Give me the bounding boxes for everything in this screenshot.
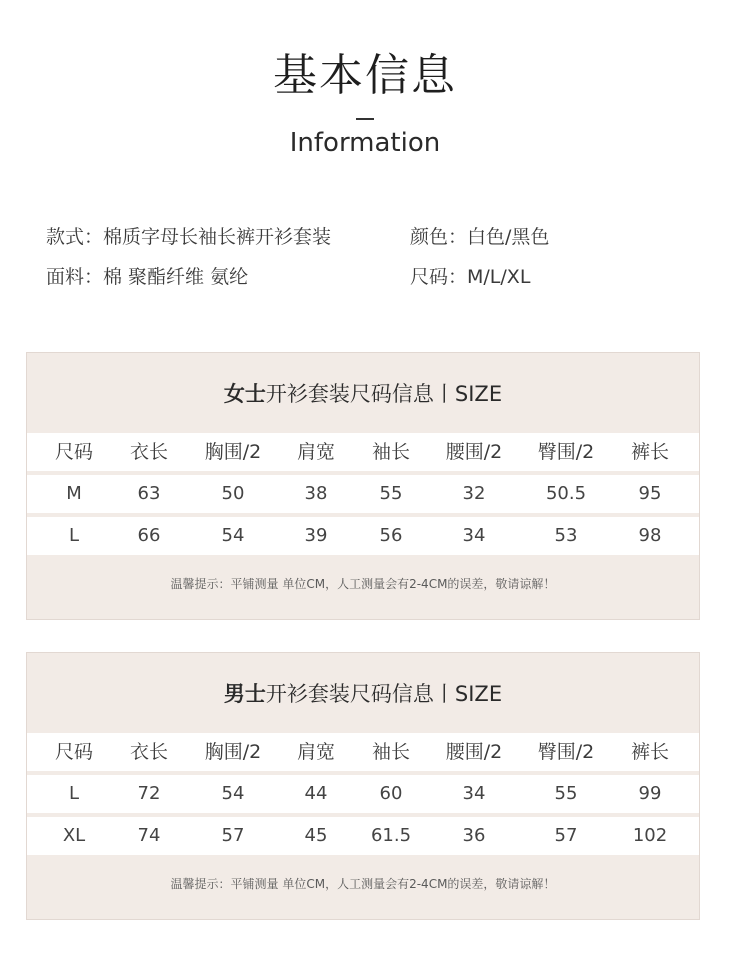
men-title-rest: 开衫套装尺码信息丨SIZE	[265, 682, 503, 706]
table-cell: 61.5	[370, 825, 412, 846]
table-cell: L	[68, 525, 80, 546]
style-info	[46, 224, 331, 250]
table-cell: L	[68, 783, 80, 804]
color-label: 颜色：	[410, 226, 468, 248]
men-size-card	[26, 652, 700, 920]
table-cell: 55	[554, 783, 578, 804]
fabric-label: 面料：	[46, 266, 104, 288]
table-cell: 50.5	[545, 483, 587, 504]
women-size-card	[26, 352, 700, 620]
table-cell: 74	[137, 825, 161, 846]
header-cell-hip: 臀围/2	[537, 741, 595, 763]
size-info	[410, 264, 530, 290]
women-title-rest: 开衫套装尺码信息丨SIZE	[265, 382, 503, 406]
page-title: 基本信息	[273, 50, 457, 101]
table-cell: 54	[221, 783, 245, 804]
table-cell: 99	[638, 783, 662, 804]
header-cell-pants-length: 裤长	[630, 441, 670, 463]
table-cell: 45	[304, 825, 328, 846]
header-cell-chest: 胸围/2	[204, 741, 262, 763]
women-title-bold: 女士	[223, 382, 266, 406]
table-cell: 72	[137, 783, 161, 804]
table-cell: 60	[379, 783, 403, 804]
header-cell-pants-length: 裤长	[630, 741, 670, 763]
fabric-info	[46, 264, 248, 290]
color-value: 白色/黑色	[467, 226, 550, 248]
table-cell: 55	[379, 483, 403, 504]
table-cell: 44	[304, 783, 328, 804]
table-row	[27, 775, 699, 813]
table-cell: 57	[554, 825, 578, 846]
table-row	[27, 475, 699, 513]
table-cell: 56	[379, 525, 403, 546]
table-cell: 66	[137, 525, 161, 546]
table-cell: 102	[632, 825, 668, 846]
header-cell-waist: 腰围/2	[445, 741, 503, 763]
men-title-bold: 男士	[223, 682, 266, 706]
header-cell-size: 尺码	[54, 441, 94, 463]
size-label: 尺码：	[410, 266, 468, 288]
color-info	[410, 224, 549, 250]
header-cell-size: 尺码	[54, 741, 94, 763]
table-cell: 34	[462, 783, 486, 804]
size-value: M/L/XL	[467, 266, 531, 288]
table-cell: 34	[462, 525, 486, 546]
header-cell-shoulder: 肩宽	[296, 741, 336, 763]
table-cell: 53	[554, 525, 578, 546]
table-cell: 39	[304, 525, 328, 546]
style-label: 款式：	[46, 226, 104, 248]
men-size-title	[27, 679, 699, 709]
table-cell: 63	[137, 483, 161, 504]
header-cell-sleeve: 袖长	[371, 741, 411, 763]
women-table-header	[27, 433, 699, 471]
fabric-value: 棉 聚酯纤维 氨纶	[103, 266, 249, 288]
table-cell: 32	[462, 483, 486, 504]
table-row	[27, 817, 699, 855]
table-cell: 54	[221, 525, 245, 546]
header-cell-waist: 腰围/2	[445, 441, 503, 463]
table-row	[27, 517, 699, 555]
men-table-header	[27, 733, 699, 771]
women-size-title	[27, 379, 699, 409]
header-cell-chest: 胸围/2	[204, 441, 262, 463]
header-cell-hip: 臀围/2	[537, 441, 595, 463]
table-cell: 38	[304, 483, 328, 504]
table-cell: XL	[62, 825, 86, 846]
header-cell-length: 衣长	[129, 441, 169, 463]
header-cell-shoulder: 肩宽	[296, 441, 336, 463]
page-subtitle: Information	[289, 128, 441, 158]
measurement-note: 温馨提示：平铺测量 单位CM，人工测量会有2-4CM的误差，敬请谅解！	[170, 577, 556, 591]
table-cell: 50	[221, 483, 245, 504]
table-cell: 36	[462, 825, 486, 846]
table-cell: M	[66, 483, 82, 504]
style-value: 棉质字母长袖长裤开衫套装	[103, 226, 332, 248]
table-cell: 95	[638, 483, 662, 504]
header-cell-length: 衣长	[129, 741, 169, 763]
title-divider	[356, 118, 374, 120]
table-cell: 98	[638, 525, 662, 546]
table-cell: 57	[221, 825, 245, 846]
measurement-note: 温馨提示：平铺测量 单位CM，人工测量会有2-4CM的误差，敬请谅解！	[170, 877, 556, 891]
header-cell-sleeve: 袖长	[371, 441, 411, 463]
